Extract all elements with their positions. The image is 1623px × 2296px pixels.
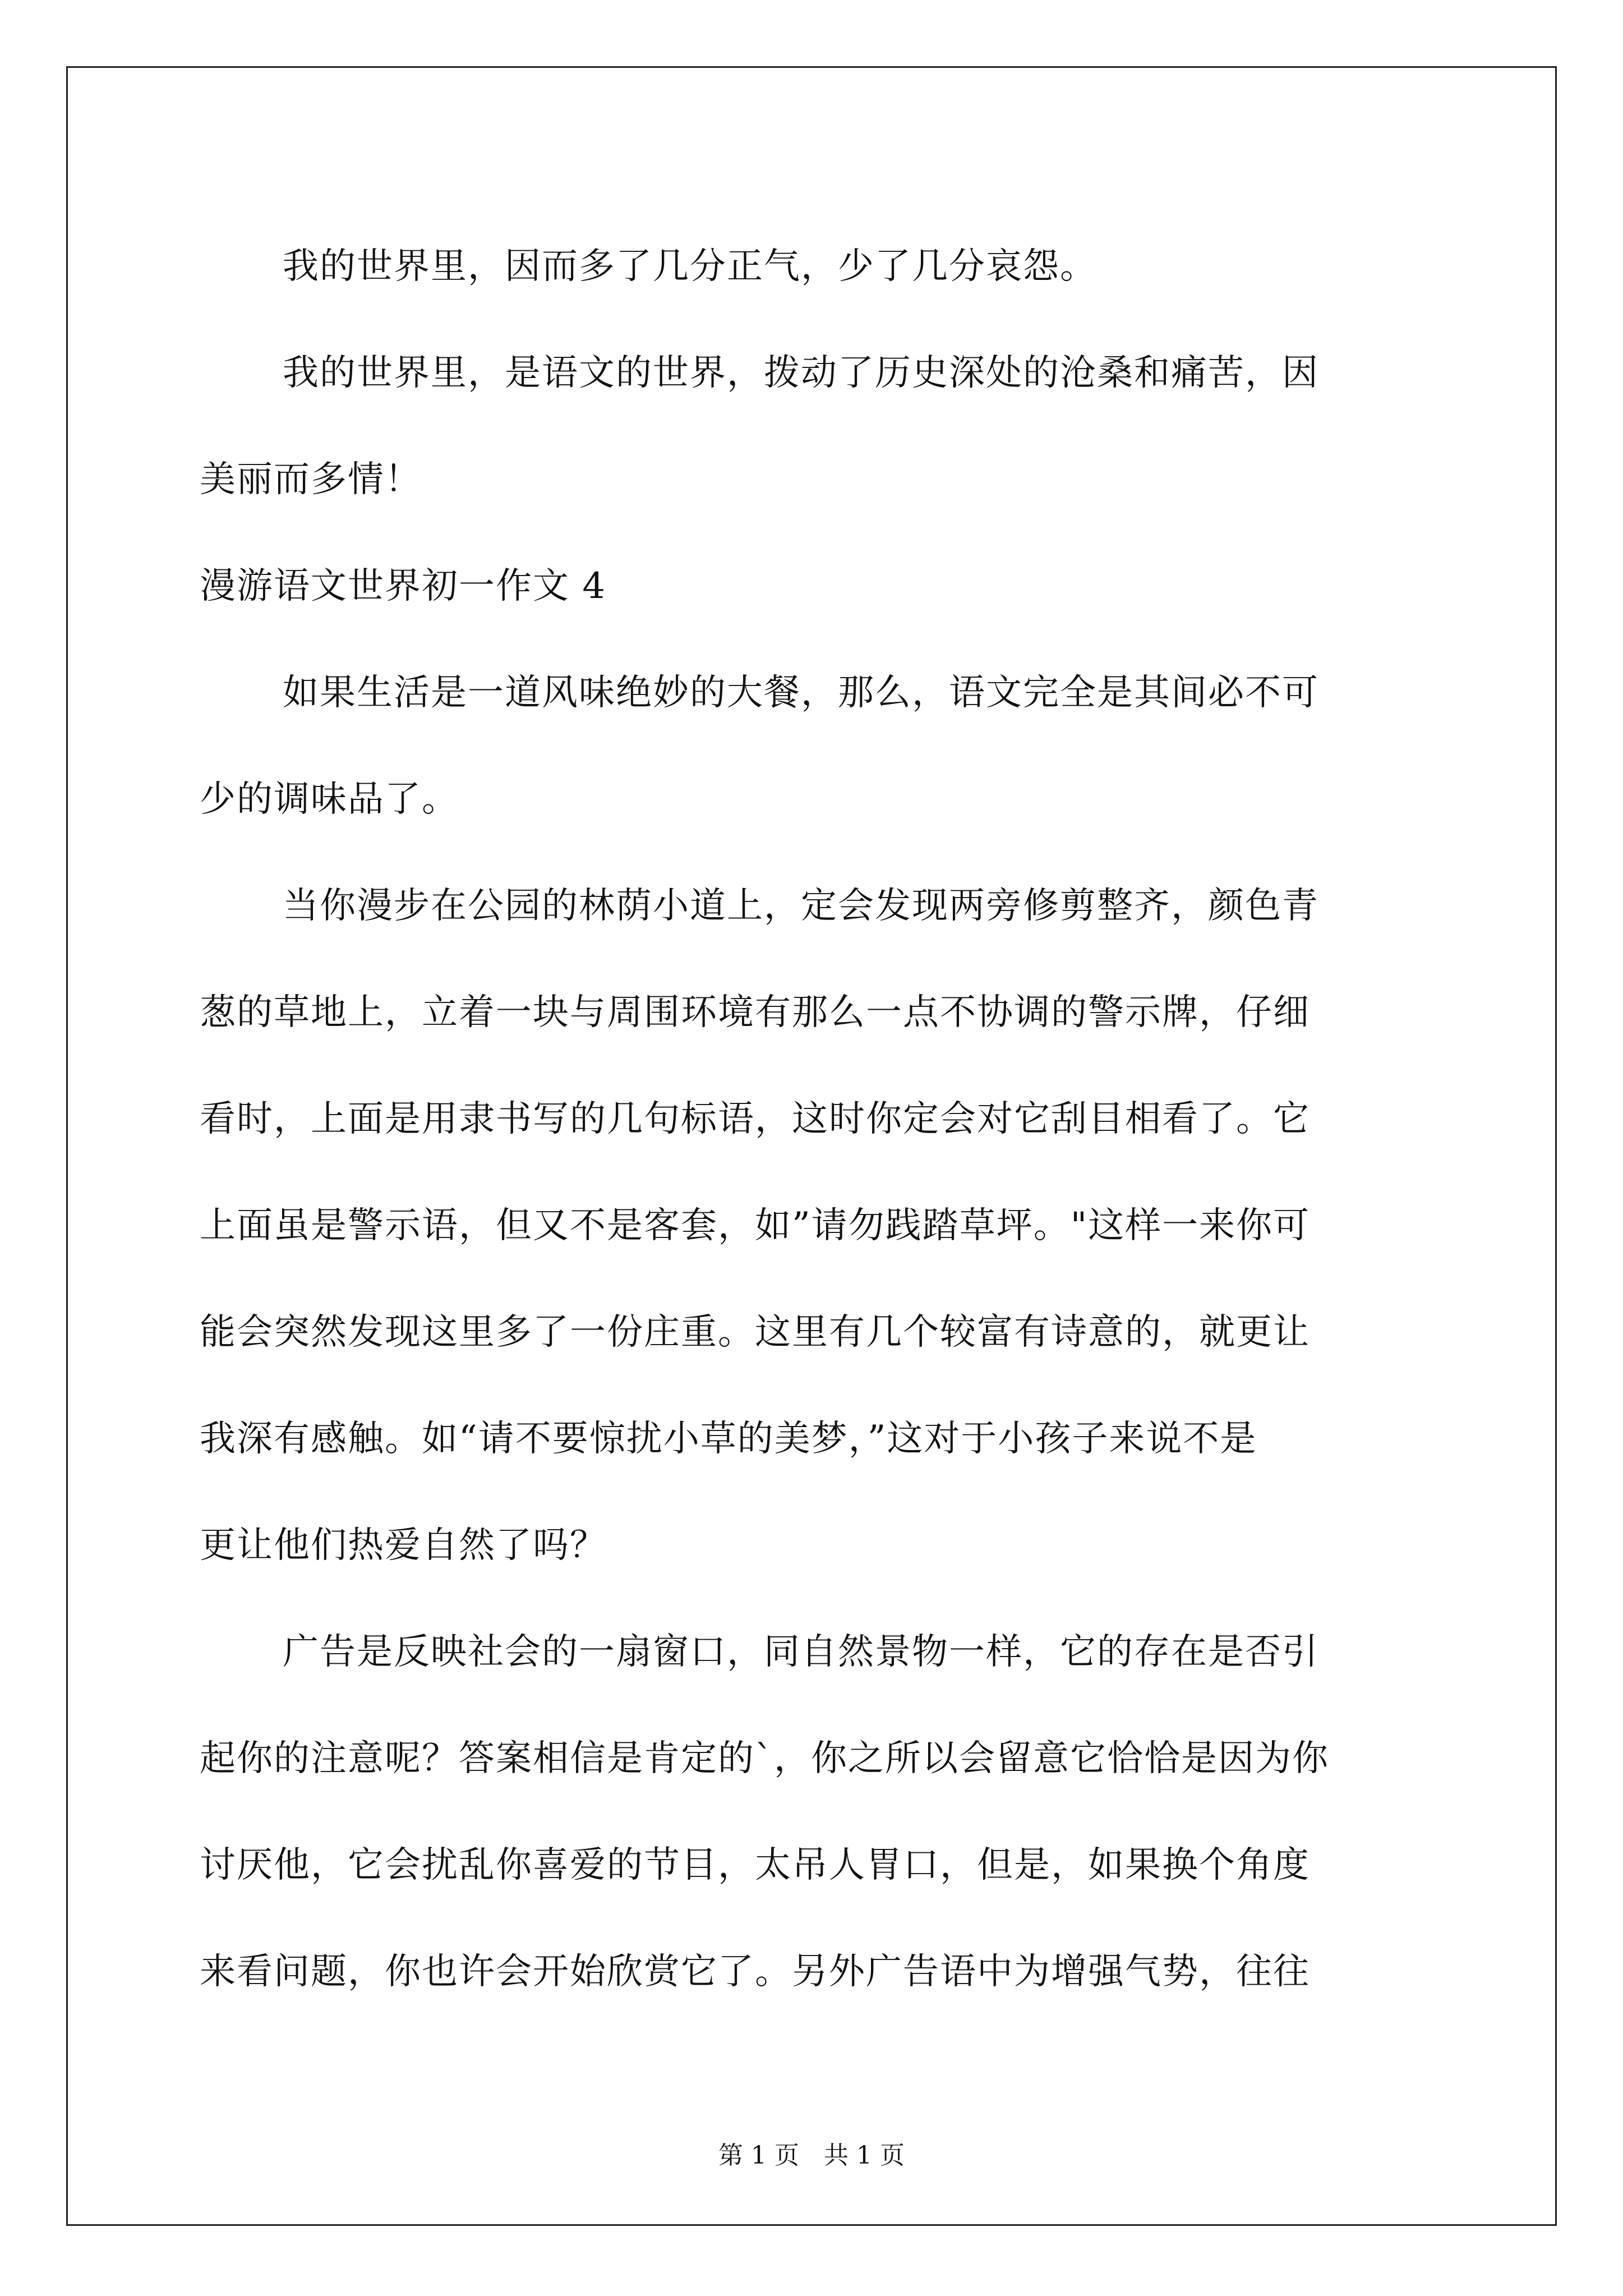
paragraph-line: 我的世界里，是语文的世界，拨动了历史深处的沧桑和痛苦，因 (283, 352, 1319, 394)
paragraph-line: 美丽而多情！ (200, 459, 422, 500)
paragraph-line: 广告是反映社会的一扇窗口，同自然景物一样，它的存在是否引 (283, 1631, 1319, 1673)
paragraph-line: 上面虽是警示语，但又不是客套，如”请勿践踏草坪。"这样一来你可 (200, 1205, 1311, 1246)
paragraph-line: 葱的草地上，立着一块与周围环境有那么一点不协调的警示牌，仔细 (200, 992, 1310, 1033)
paragraph-line: 讨厌他，它会扰乱你喜爱的节目，太吊人胃口，但是，如果换个角度 (200, 1844, 1310, 1886)
paragraph-line: 我的世界里，因而多了几分正气，少了几分哀怨。 (283, 246, 1097, 287)
paragraph-line: 起你的注意呢？答案相信是肯定的`，你之所以会留意它恰恰是因为你 (200, 1738, 1329, 1779)
paragraph-line: 如果生活是一道风味绝妙的大餐，那么，语文完全是其间必不可 (283, 672, 1319, 714)
paragraph-line: 我深有感触。如“请不要惊扰小草的美梦，”这对于小孩子来说不是 (200, 1418, 1257, 1460)
paragraph-line: 少的调味品了。 (200, 779, 459, 820)
document-body (200, 213, 1431, 2025)
paragraph-line: 来看问题，你也许会开始欣赏它了。另外广告语中为增强气势，往往 (200, 1951, 1310, 1993)
page-footer: 第 1 页 共 1 页 (718, 2141, 905, 2170)
paragraph-line: 更让他们热爱自然了吗？ (200, 1525, 607, 1566)
paragraph-line: 看时，上面是用隶书写的几句标语，这时你定会对它刮目相看了。它 (200, 1098, 1310, 1140)
paragraph-line: 能会突然发现这里多了一份庄重。这里有几个较富有诗意的，就更让 (200, 1312, 1310, 1353)
paragraph-line: 当你漫步在公园的林荫小道上，定会发现两旁修剪整齐，颜色青 (283, 885, 1319, 927)
section-heading: 漫游语文世界初一作文 4 (200, 565, 607, 607)
